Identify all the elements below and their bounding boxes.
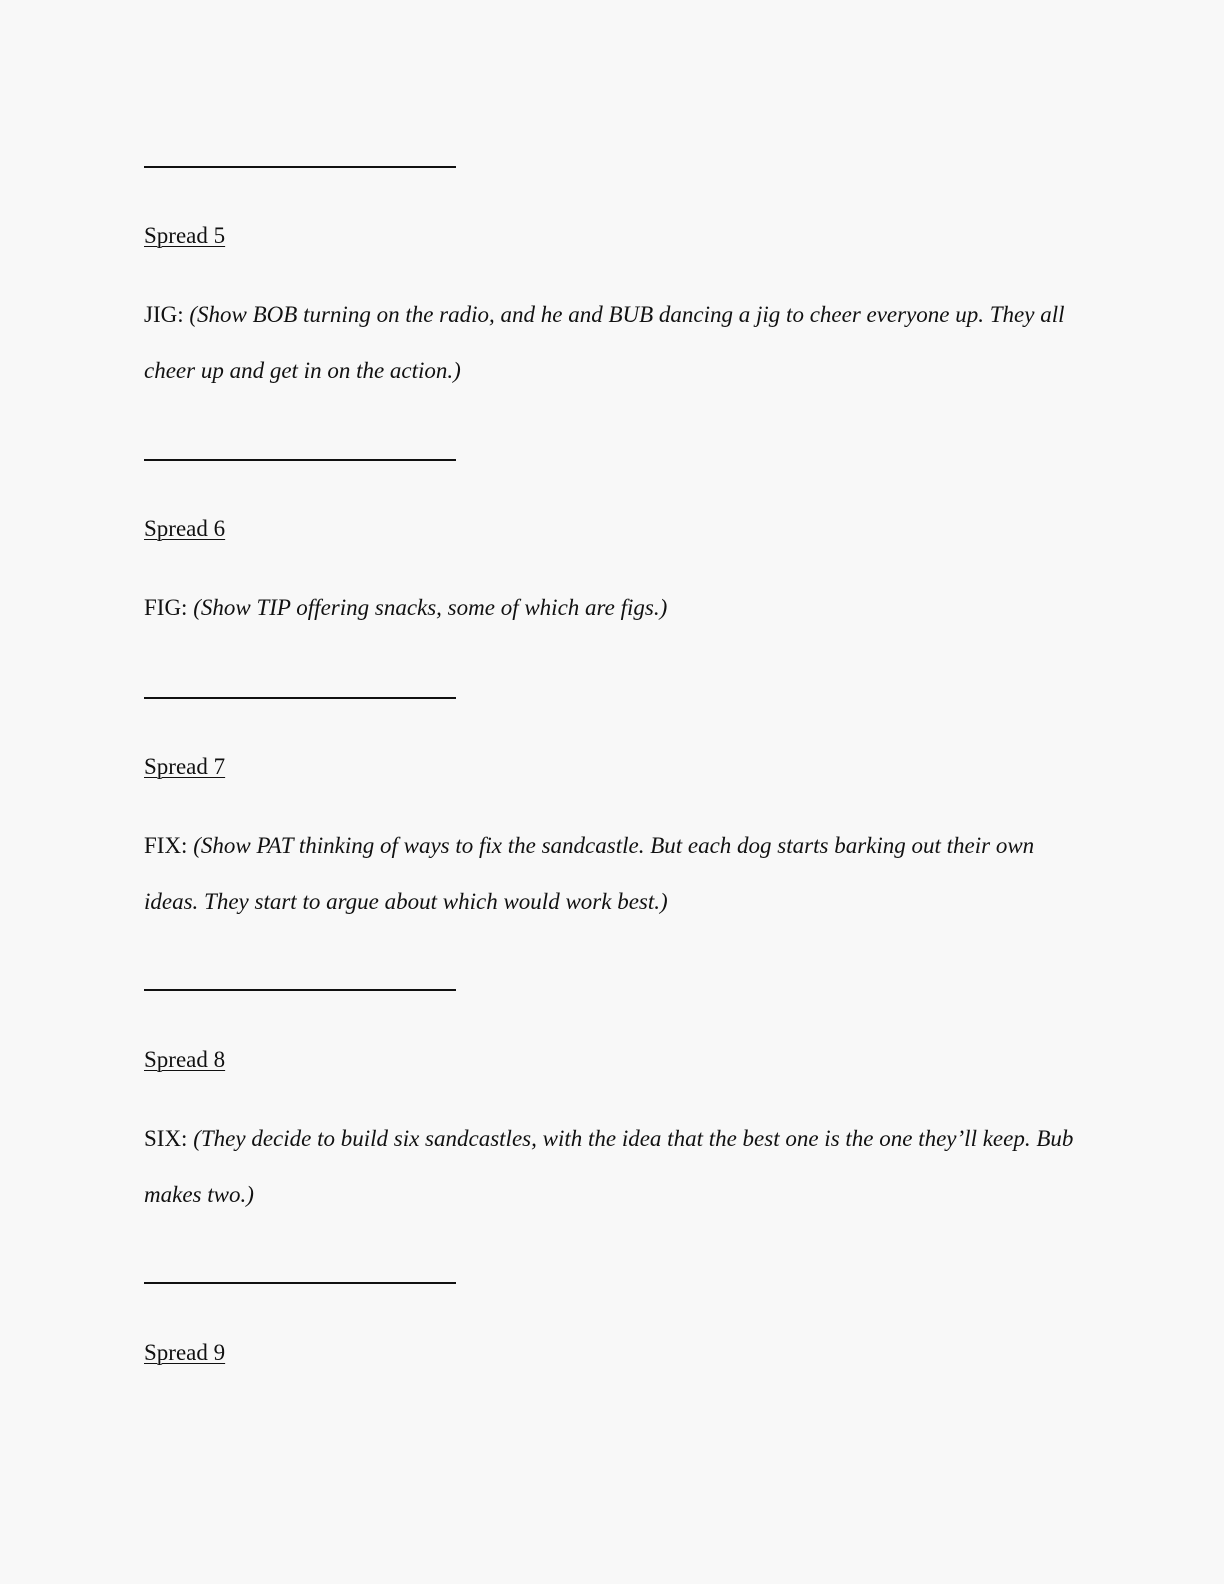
spread-note: (Show BOB turning on the radio, and he and BUB dancing a jig to cheer everyone up. They all cheer up and get in on the action.): [144, 302, 1065, 383]
section-divider: [144, 989, 456, 991]
section-divider: [144, 1282, 456, 1284]
spread-heading: Spread 6: [144, 516, 226, 541]
spread-word: FIX:: [144, 833, 188, 858]
spread-note: (Show PAT thinking of ways to fix the sandcastle. But each dog starts barking out their own ideas. They start to argue about which would work best.): [144, 833, 1035, 914]
spread-word: SIX:: [144, 1126, 188, 1151]
spread-heading: Spread 9: [144, 1340, 226, 1365]
section-divider: [144, 697, 456, 699]
spread-heading: Spread 5: [144, 223, 226, 248]
section-divider: [144, 459, 456, 461]
spread-word: FIG:: [144, 595, 188, 620]
spread-note: (They decide to build six sandcastles, with the idea that the best one is the one they’ll keep. Bub makes two.): [144, 1126, 1074, 1207]
spread-text: [144, 1111, 1079, 1223]
spread-heading: Spread 8: [144, 1047, 226, 1072]
spread-text: [144, 287, 1079, 399]
spread-text: [144, 580, 1079, 636]
spread-note: (Show TIP offering snacks, some of which are figs.): [193, 595, 668, 620]
section-divider: [144, 166, 456, 168]
spread-word: JIG:: [144, 302, 184, 327]
spread-heading: Spread 7: [144, 754, 226, 779]
spread-text: [144, 818, 1079, 930]
document-page: [144, 0, 1084, 1584]
